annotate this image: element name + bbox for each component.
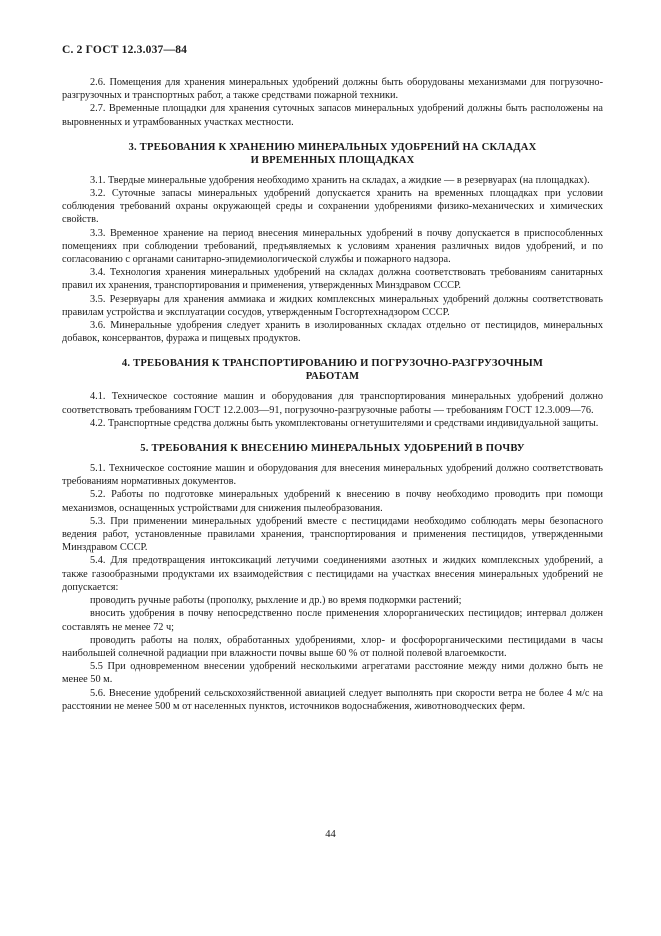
page-header: С. 2 ГОСТ 12.3.037—84 — [62, 44, 188, 56]
section-5-heading — [62, 442, 603, 455]
paragraph-2-7: 2.7. Временные площадки для хранения суточных запасов минеральных удобрений должны быть расположены на выровненных и утрамбованных участках местности. — [62, 103, 603, 128]
paragraph-5-1: 5.1. Техническое состояние машин и оборудования для внесения минеральных удобрений должно соответствовать требованиям нормативных документов. — [62, 463, 603, 488]
paragraph-4-2: 4.2. Транспортные средства должны быть укомплектованы огнетушителями и средствами индивидуальной защиты. — [90, 417, 599, 429]
paragraph-3-5: 3.5. Резервуары для хранения аммиака и жидких комплексных минеральных удобрений должны соответствовать правилам устройства и эксплуатации сосудов, утвержденным Госгортехнадзором СССР. — [62, 293, 603, 318]
paragraph-2-6: 2.6. Помещения для хранения минеральных удобрений должны быть оборудованы механизмами для погрузочно-разгрузочных и транспортных работ, а также средствами пожарной техники. — [62, 77, 603, 102]
paragraph-5-2: 5.2. Работы по подготовке минеральных удобрений к внесению в почву необходимо проводить при помощи механизмов, оснащенных устройствами для снижения пылеобразования. — [62, 489, 603, 514]
section-4-heading-line1: 4. ТРЕБОВАНИЯ К ТРАНСПОРТИРОВАНИЮ И ПОГРУЗОЧНО-РАЗГРУЗОЧНЫМ — [121, 358, 544, 370]
paragraph-5-4-item-1: проводить ручные работы (прополку, рыхление и др.) во время подкормки растений; — [90, 595, 462, 607]
paragraph-3-6: 3.6. Минеральные удобрения следует хранить в изолированных складах отдельно от пестицидов, минеральных добавок, консервантов, фуража и пищевых продуктов. — [62, 320, 603, 345]
paragraph-3-1: 3.1. Твердые минеральные удобрения необходимо хранить на складах, а жидкие — в резервуарах (на площадках). — [90, 174, 590, 186]
section-3-heading-line1: 3. ТРЕБОВАНИЯ К ХРАНЕНИЮ МИНЕРАЛЬНЫХ УДОБРЕНИЙ НА СКЛАДАХ — [128, 141, 537, 153]
section-4-heading-line2: РАБОТАМ — [305, 371, 360, 383]
paragraph-3-2: 3.2. Суточные запасы минеральных удобрений допускается хранить на временных площадках при условии соблюдения требований охраны окружающей среды и сохранении удобрениями физико-механических и химических свойств. — [62, 188, 603, 226]
section-3-heading-line2: И ВРЕМЕННЫХ ПЛОЩАДКАХ — [250, 154, 415, 166]
paragraph-3-3: 3.3. Временное хранение на период внесения минеральных удобрений в почву допускается в приспособленных помещениях при соблюдении требований, предъявляемых к условиям хранения различных видов удобрений, и по согласованию с органами санитарно-эпидемиологической службы и пожарного надзора. — [62, 227, 603, 266]
paragraph-3-4: 3.4. Технология хранения минеральных удобрений на складах должна соответствовать требованиям санитарных правил их хранения, транспортирования и применения, утвержденных Минздравом СССР. — [62, 267, 603, 292]
section-3-heading — [62, 141, 603, 167]
paragraph-5-6: 5.6. Внесение удобрений сельскохозяйственной авиацией следует выполнять при скорости ветра не более 4 м/с на расстоянии не менее 500 м от населенных пунктов, источников водоснабжения, животноводческих ферм. — [62, 687, 603, 712]
paragraph-5-3: 5.3. При применении минеральных удобрений вместе с пестицидами необходимо соблюдать меры безопасного ведения работ, установленные правилами хранения, транспортирования и применения пестицидов, утвержденными Минздравом СССР. — [62, 515, 603, 554]
page-number: 44 — [325, 829, 336, 840]
section-5-heading-line1: 5. ТРЕБОВАНИЯ К ВНЕСЕНИЮ МИНЕРАЛЬНЫХ УДОБРЕНИЙ В ПОЧВУ — [140, 443, 525, 455]
paragraph-5-4-item-2: вносить удобрения в почву непосредственно после применения хлорорганических пестицидов; интервал должен составлять не менее 72 ч; — [62, 608, 603, 633]
paragraph-4-1: 4.1. Техническое состояние машин и оборудования для транспортирования минеральных удобрений должно соответствовать требованиям ГОСТ 12.2.003—91, погрузочно-разгрузочные работы — требованиям ГОСТ 12.3.009—76. — [62, 391, 603, 416]
section-4-heading — [62, 357, 603, 383]
paragraph-5-5: 5.5 При одновременном внесении удобрений несколькими агрегатами расстояние между ними должно быть не менее 50 м. — [62, 661, 603, 686]
paragraph-5-4-item-3: проводить работы на полях, обработанных удобрениями, хлор- и фосфорорганическими пестицидами в часы наибольшей солнечной радиации при влажности почвы выше 60 % от полной полевой влагоемкости. — [62, 634, 603, 659]
paragraph-5-4: 5.4. Для предотвращения интоксикаций летучими соединениями азотных и жидких комплексных удобрений, а также газообразными продуктами их взаимодействия с пестицидами на участках внесения минеральных удобрений не допускается: — [62, 555, 603, 593]
